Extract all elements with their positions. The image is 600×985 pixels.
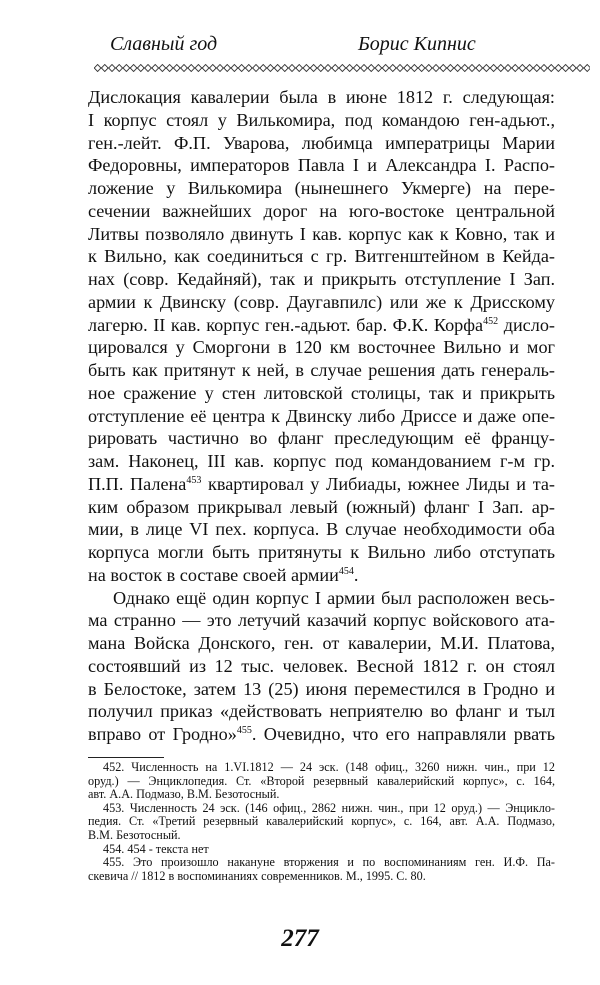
text-line xyxy=(88,473,555,496)
text-segment: рировать частично во фланг преследующим её францу- xyxy=(88,428,555,449)
footnote-ref: 455 xyxy=(236,725,252,736)
text-line xyxy=(88,609,555,632)
text-segment: дисло- xyxy=(498,314,555,335)
text-line xyxy=(88,678,555,701)
text-line xyxy=(88,268,555,291)
text-segment: к Вильно, как соединиться с гр. Витгенштейном в Кейда- xyxy=(88,246,555,267)
footnote-ref: 452 xyxy=(483,315,499,327)
text-line xyxy=(88,427,555,450)
text-line xyxy=(88,245,555,268)
text-line xyxy=(88,541,555,564)
footnote-line: 455. Это произошло накануне вторжения и по воспоминаниям ген. И.Ф. Па- xyxy=(103,855,555,870)
text-segment: на восток в составе своей армии xyxy=(88,564,339,585)
text-segment: Федоровны, императоров Павла I и Александра I. Распо- xyxy=(88,155,555,176)
footnotes xyxy=(88,761,555,883)
text-segment: П.П. Палена xyxy=(88,473,187,494)
text-line xyxy=(88,723,555,746)
text-segment: зам. Наконец, III кав. корпус под командованием г-м гр. xyxy=(88,451,555,471)
text-segment: . xyxy=(353,564,359,585)
text-segment: лагерю. II кав. корпус ген.-адьют. бар. Ф.К. Корфа xyxy=(88,314,484,335)
text-line xyxy=(88,200,555,223)
text-line xyxy=(88,86,555,109)
footnote-line: педия. Ст. «Третий резервный кавалерийский корпус», с. 164, авт. А.А. Подмазо, xyxy=(88,814,555,829)
main-text xyxy=(88,86,555,746)
footnote-line: 454. 454 - текста нет xyxy=(103,841,209,856)
text-segment: состоявший из 12 тыс. человек. Весной 1812 г. он стоял xyxy=(88,655,555,676)
text-segment: Однако ещё один корпус I армии был расположен весь- xyxy=(113,587,555,608)
text-segment: отступление её центра к Двинску либо Дриссе и даже опе- xyxy=(88,405,555,426)
text-line xyxy=(88,132,555,155)
running-header-title: Славный год xyxy=(110,33,218,55)
footnote-line: оруд.) — Энциклопедия. Ст. «Второй резервный кавалерийский корпус», с. 164, xyxy=(88,773,555,788)
text-segment: нах (совр. Кедайняй), так и прикрыть отступление I Зап. xyxy=(88,269,555,289)
footnote-line: 452. Численность на 1.VI.1812 — 24 эск. (148 офиц., 3260 нижн. чин., при 12 xyxy=(103,760,555,774)
footnote-line: скевича // 1812 в воспоминаниях современников. М., 1995. С. 80. xyxy=(88,868,426,883)
text-segment: ген.-лейт. Ф.П. Уварова, любимца императрицы Марии xyxy=(88,132,555,153)
text-line xyxy=(88,587,555,610)
text-segment: квартировал у Либиады, южнее Лиды и та- xyxy=(201,473,555,494)
text-line xyxy=(88,382,555,405)
text-line xyxy=(88,450,555,473)
text-segment: Литвы позволяло двинуть I кав. корпус как к Ковно, так и xyxy=(88,223,555,244)
text-line xyxy=(88,359,555,382)
text-line xyxy=(88,700,555,723)
text-line xyxy=(88,336,555,359)
text-line xyxy=(88,518,555,541)
text-segment: мана Войска Донского, ген. от кавалерии, М.И. Платова, xyxy=(88,633,555,653)
footnote-line: 453. Численность 24 эск. (146 офиц., 2862 нижн. чин., при 12 оруд.) — Энцикло- xyxy=(103,800,555,815)
text-segment: цировался у Сморгони в 120 км восточнее Вильно и мог xyxy=(88,337,555,358)
text-line xyxy=(88,655,555,678)
text-line xyxy=(88,632,555,655)
text-segment: армии к Двинску (совр. Даугавпилс) или же к Дрисскому xyxy=(88,291,555,312)
text-segment: ким образом прикрывал левый (южный) фланг I Зап. ар- xyxy=(88,496,555,517)
text-line xyxy=(88,223,555,246)
footnote-ref: 453 xyxy=(186,474,202,486)
text-segment: сечении важнейших дорог на юго-востоке центральной xyxy=(88,200,555,221)
text-segment: вправо от Гродно» xyxy=(88,724,237,744)
text-line xyxy=(88,496,555,519)
text-line xyxy=(88,154,555,177)
text-segment: ное сражение у стен литовской столицы, так и прикрыть xyxy=(88,382,555,403)
text-segment: ложение у Вилькомира (нынешнего Укмерге) на пере- xyxy=(88,178,555,198)
text-segment: I корпус стоял у Вилькомира, под командою ген-адьют., xyxy=(88,109,555,130)
text-line xyxy=(88,314,555,337)
footnote-ref: 454 xyxy=(338,565,354,577)
text-line xyxy=(88,109,555,132)
text-segment: Дислокация кавалерии была в июне 1812 г. следующая: xyxy=(88,87,555,107)
running-header-author: Борис Кипнис xyxy=(358,33,476,55)
footnote-line: В.М. Безотосный. xyxy=(88,827,181,842)
text-line xyxy=(88,177,555,200)
text-segment: мии, в лице VI пех. корпуса. В случае необходимости оба xyxy=(88,519,555,540)
text-segment: корпуса могли быть притянуты к Вильно либо отступать xyxy=(88,542,555,562)
footnote-separator xyxy=(88,757,164,758)
text-segment: быть как притянут к ней, в случае решения дать генераль- xyxy=(88,360,555,380)
text-segment: ма странно — это летучий казачий корпус войскового ата- xyxy=(88,610,555,631)
text-line xyxy=(88,405,555,428)
text-segment: . Очевидно, что его направляли рвать xyxy=(251,724,555,744)
page-number: 277 xyxy=(281,925,319,952)
text-line xyxy=(88,291,555,314)
footnote-line: авт. А.А. Подмазо, В.М. Безотосный. xyxy=(88,787,280,802)
header-ornament-divider xyxy=(94,62,590,74)
text-segment: в Белостоке, затем 13 (25) июня переместился в Гродно и xyxy=(88,678,555,699)
text-segment: получил приказ «действовать неприятелю во фланг и тыл xyxy=(88,701,555,722)
text-line xyxy=(88,564,555,587)
